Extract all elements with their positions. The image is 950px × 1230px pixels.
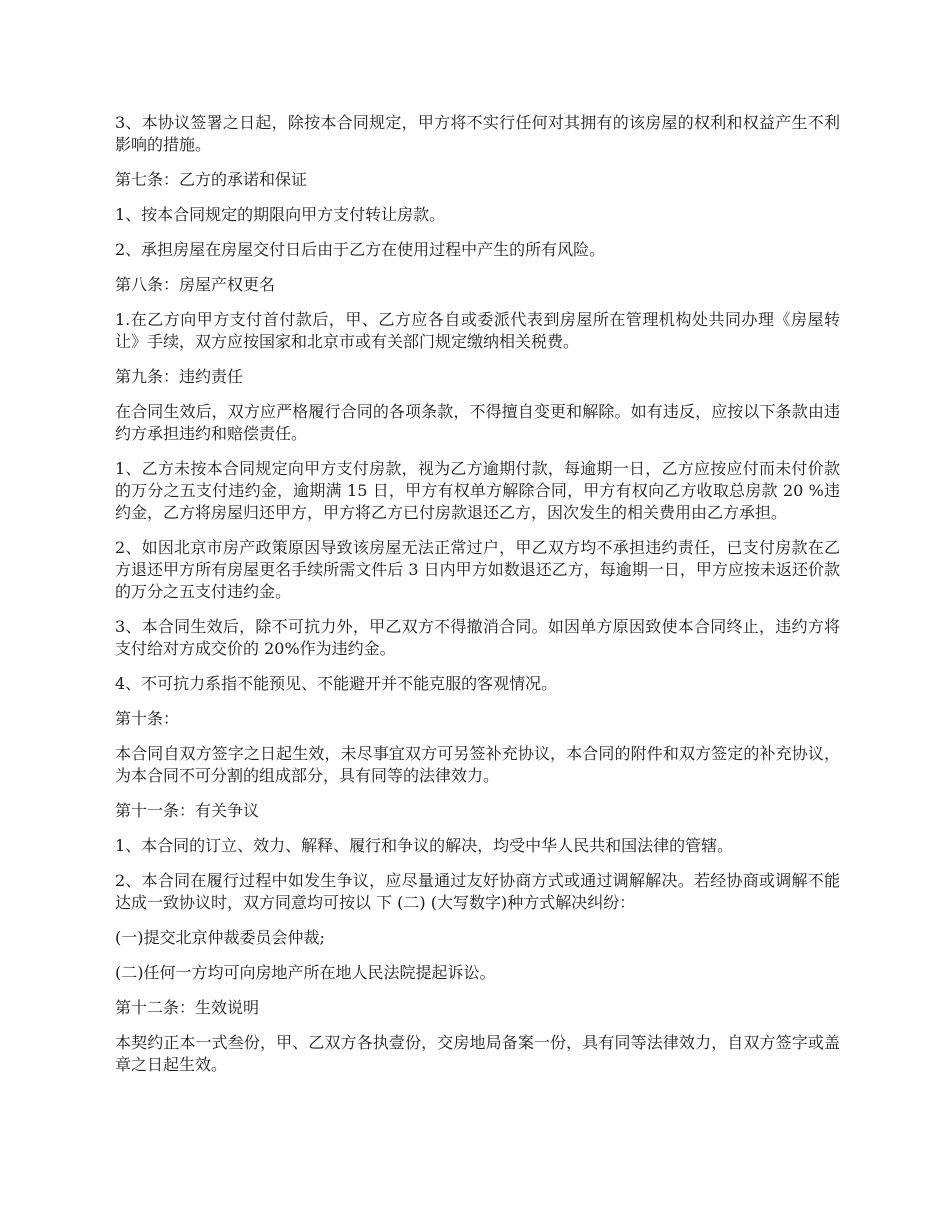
clause-2-policy-refund: 2、如因北京市房产政策原因导致该房屋无法正常过户，甲乙双方均不承担违约责任，已支付房款在乙方退还甲方所有房屋更名手续所需文件后 3 日内甲方如数退还乙方，每逾期一日，甲方应按未返还价款的万分之五支付违约金。 (115, 538, 840, 601)
article-10-body: 本合同自双方签字之日起生效，未尽事宜双方可另签补充协议，本合同的附件和双方签定的补充协议，为本合同不可分割的组成部分，具有同等的法律效力。 (115, 744, 840, 785)
article-12-heading: 第十二条：生效说明 (115, 998, 260, 1017)
document-body (115, 112, 840, 1089)
option-2-litigation: (二)任何一方均可向房地产所在地人民法院提起诉讼。 (115, 963, 496, 982)
clause-1-pay-transfer: 1、按本合同规定的期限向甲方支付转让房款。 (115, 205, 446, 224)
clause-3-no-adverse-measures: 3、本协议签署之日起，除按本合同规定，甲方将不实行任何对其拥有的该房屋的权利和权益产生不利影响的措施。 (115, 113, 840, 154)
clause-2-bear-risks: 2、承担房屋在房屋交付日后由于乙方在使用过程中产生的所有风险。 (115, 240, 606, 259)
clause-3-no-revocation: 3、本合同生效后，除不可抗力外，甲乙双方不得撤消合同。如因单方原因致使本合同终止，违约方将支付给对方成交价的 20%作为违约金。 (115, 617, 840, 658)
article-12-body: 本契约正本一式叁份，甲、乙双方各执壹份，交房地局备案一份，具有同等法律效力，自双方签字或盖章之日起生效。 (115, 1033, 840, 1074)
article-8-heading: 第八条：房屋产权更名 (115, 275, 276, 294)
clause-1-governing-law: 1、本合同的订立、效力、解释、履行和争议的解决，均受中华人民共和国法律的管辖。 (115, 836, 734, 855)
clause-4-force-majeure: 4、不可抗力系指不能预见、不能避开并不能克服的客观情况。 (115, 674, 558, 693)
article-10-heading: 第十条： (115, 709, 180, 728)
article-9-heading: 第九条：违约责任 (115, 367, 244, 386)
clause-1-late-payment: 1、乙方未按本合同规定向甲方支付房款，视为乙方逾期付款，每逾期一日，乙方应按应付而未付价款的万分之五支付违约金，逾期满 15 日，甲方有权单方解除合同，甲方有权向乙方收取总房款 20 %违约金，乙方将房屋归还甲方，甲方将乙方已付房款退还乙方，因次发生的相关费用由乙方承担。 (115, 459, 840, 522)
article-9-intro: 在合同生效后，双方应严格履行合同的各项条款，不得擅自变更和解除。如有违反，应按以下条款由违约方承担违约和赔偿责任。 (115, 402, 840, 443)
article-11-heading: 第十一条：有关争议 (115, 801, 260, 820)
clause-2-dispute-resolution: 2、本合同在履行过程中如发生争议，应尽量通过友好协商方式或通过调解解决。若经协商或调解不能达成一致协议时，双方同意均可按以 下 (二) (大写数字)种方式解决纠纷： (115, 871, 840, 912)
article-7-heading: 第七条：乙方的承诺和保证 (115, 170, 308, 189)
option-1-arbitration: (一)提交北京仲裁委员会仲裁; (115, 928, 325, 947)
clause-1-transfer-procedure: 1.在乙方向甲方支付首付款后，甲、乙方应各自或委派代表到房屋所在管理机构处共同办理《房屋转让》手续，双方应按国家和北京市或有关部门规定缴纳相关税费。 (115, 310, 840, 351)
